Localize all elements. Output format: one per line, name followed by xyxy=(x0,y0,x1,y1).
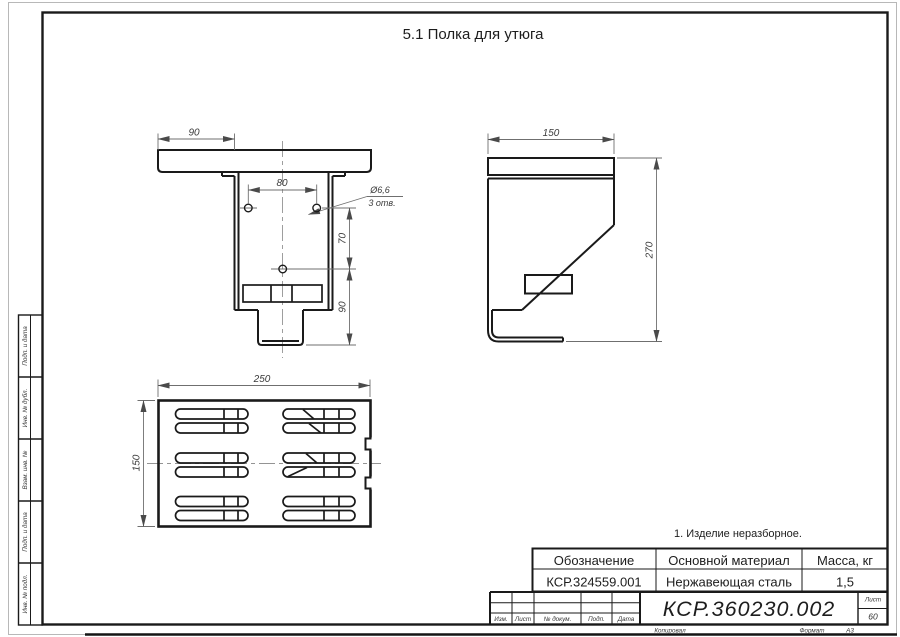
note-text: 1. Изделие неразборное. xyxy=(674,528,802,540)
rev-col-podp: Подп. xyxy=(588,616,605,623)
spec-value-material: Нержавеющая сталь xyxy=(666,574,792,590)
rev-col-izm: Изм. xyxy=(494,616,508,623)
page-title: 5.1 Полка для утюга xyxy=(402,26,544,43)
sheet-label: Лист xyxy=(864,596,882,604)
spec-header-mass: Масса, кг xyxy=(816,553,874,568)
margin-label-inv-dubl: Инв. № дубл. xyxy=(22,388,29,428)
footer-format-value: А3 xyxy=(846,627,854,635)
margin-label-podp-data-2: Подп. и дата xyxy=(22,512,29,552)
margin-label-inv-podl: Инв. № подл. xyxy=(22,574,29,614)
document-designation: КСР.360230.002 xyxy=(662,597,836,621)
rev-col-data: Дата xyxy=(617,616,635,623)
dim-front-90-top: 90 xyxy=(188,127,200,139)
footer-copied-label: Копировал xyxy=(654,627,686,635)
dim-side-150: 150 xyxy=(542,128,560,139)
footer-format-label: Формат xyxy=(799,627,825,635)
rev-col-list: Лист xyxy=(514,616,532,623)
dim-front-90-bottom: 90 xyxy=(337,301,349,313)
margin-label-podp-data-1: Подп. и дата xyxy=(22,326,29,366)
dim-side-270: 270 xyxy=(644,241,656,259)
spec-value-designation: КСР.324559.001 xyxy=(546,574,642,590)
sheet-value: 60 xyxy=(868,611,878,622)
hole-callout-diameter: Ø6,6 xyxy=(370,185,390,195)
spec-header-designation: Обозначение xyxy=(553,553,635,568)
rev-col-dokum: № докум. xyxy=(543,616,572,623)
margin-label-vzam-inv: Взам. инв. № xyxy=(22,450,29,490)
spec-header-material: Основной материал xyxy=(668,553,790,568)
spec-value-mass: 1,5 xyxy=(835,574,855,590)
hole-callout-count: 3 отв. xyxy=(368,198,396,208)
dim-top-150: 150 xyxy=(131,454,143,472)
dim-front-80: 80 xyxy=(276,178,288,189)
dim-front-70: 70 xyxy=(337,232,349,245)
dim-top-250: 250 xyxy=(253,374,271,385)
